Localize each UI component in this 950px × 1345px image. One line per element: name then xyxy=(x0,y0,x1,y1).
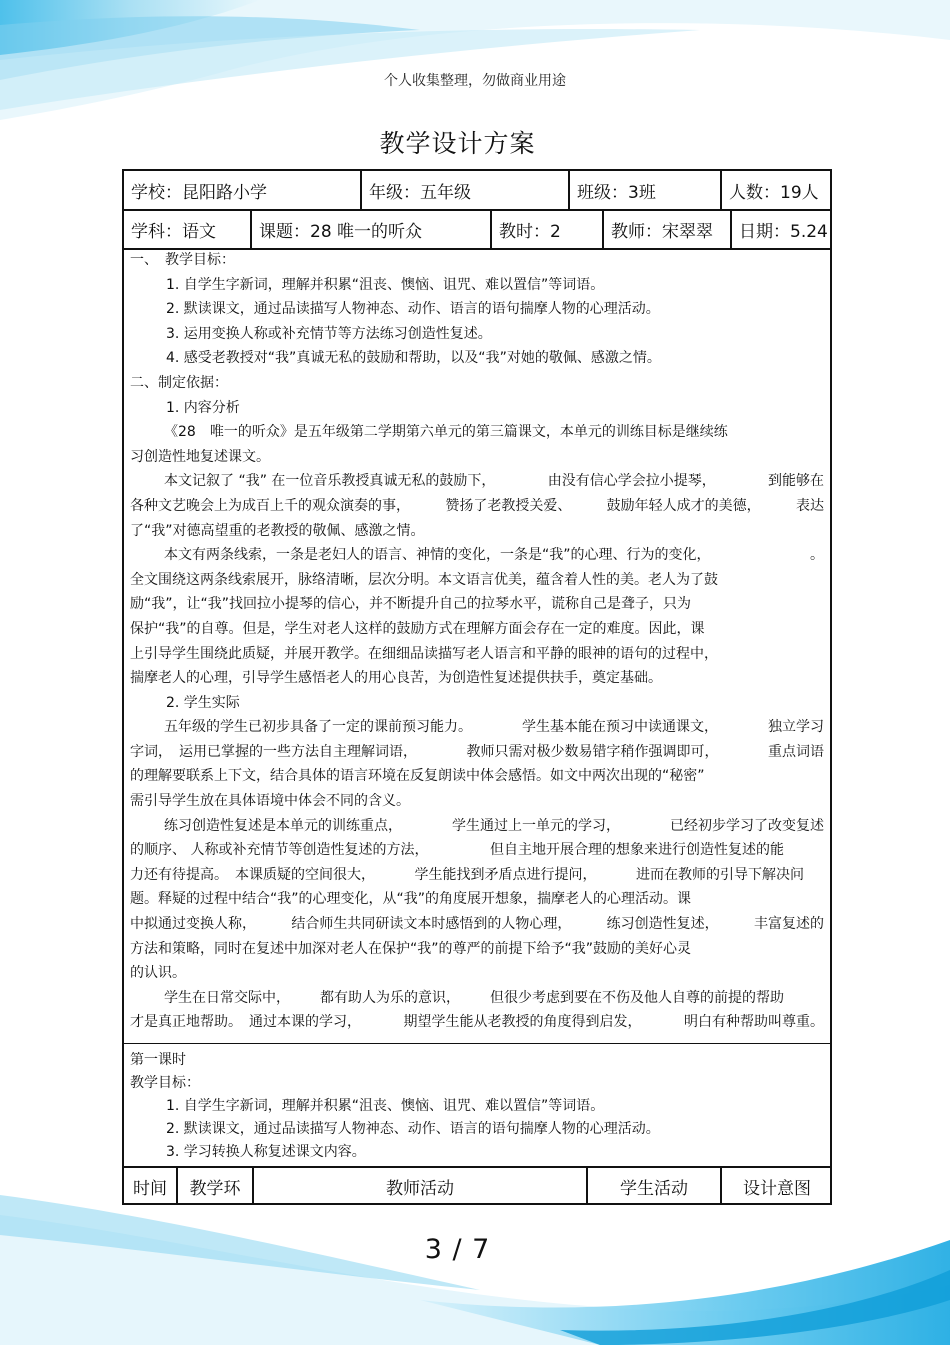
paragraph-line: 需引导学生放在具体语境中体会不同的含义。 xyxy=(130,793,410,810)
text-segment: 本文记叙了 “我” 在一位音乐教授真诚无私的鼓励下， xyxy=(164,473,496,490)
hours-cell: 教时：2 xyxy=(499,222,561,242)
goal-item: 4. 感受老教授对“我”真诚无私的鼓励和帮助，以及“我”对她的敬佩、感激之情。 xyxy=(166,350,661,367)
header-design-intent: 设计意图 xyxy=(743,1179,811,1199)
activity-table-header xyxy=(124,1168,830,1205)
text-segment: 进而在教师的引导下解决问 xyxy=(636,866,804,883)
text-segment: 教师只需对极少数易错字稍作强调即可， xyxy=(466,743,719,760)
date-cell: 日期：5.24 xyxy=(739,222,828,242)
text-segment: 力还有待提高。 本课质疑的空间很大， xyxy=(130,866,375,883)
paragraph-line: 题。释疑的过程中结合“我”的心理变化，从“我”的角度展开想象，揣摩老人的心理活动。课 xyxy=(130,891,692,908)
text-segment: 中拟通过变换人称， xyxy=(130,916,256,933)
info-row-2 xyxy=(124,211,830,248)
lesson-1-section xyxy=(130,1049,824,1164)
text-segment: 本文有两条线索，一条是老妇人的语言、神情的变化，一条是“我”的心理、行为的变化， xyxy=(164,547,711,564)
section-1-heading: 一、 教学目标： xyxy=(130,252,235,268)
text-segment: 才是真正地帮助。 通过本课的学习， xyxy=(130,1014,361,1031)
text-segment: 由没有信心学会拉小提琴， xyxy=(547,473,716,490)
lesson-1-goals-label: 教学目标： xyxy=(130,1075,200,1091)
lesson-1-goal-item: 1. 自学生字新词，理解并积累“沮丧、懊恼、诅咒、难以置信”等词语。 xyxy=(166,1098,605,1114)
paragraph-line: 习创造性地复述课文。 xyxy=(130,448,270,465)
paragraph-line xyxy=(130,543,824,568)
lesson-1-goal-item: 2. 默读课文，通过品读描写人物神态、动作、语言的语句揣摩人物的心理活动。 xyxy=(166,1121,660,1137)
text-segment: 学生通过上一单元的学习， xyxy=(452,817,620,834)
text-segment: 赞扬了老教授关爱、 xyxy=(445,497,572,514)
paragraph-line xyxy=(130,1010,824,1035)
header-student-activity: 学生活动 xyxy=(620,1179,688,1199)
grade-cell: 年级：五年级 xyxy=(369,182,471,203)
paragraph-line: 了“我”对德高望重的老教授的敬佩、感激之情。 xyxy=(130,522,425,539)
paragraph-line xyxy=(130,469,824,494)
lesson-1-heading: 第一课时 xyxy=(130,1052,186,1068)
subsection-heading: 2. 学生实际 xyxy=(166,694,240,711)
teacher-cell: 教师：宋翠翠 xyxy=(611,222,713,242)
page-title: 教学设计方案 xyxy=(379,129,536,158)
lesson-plan-table xyxy=(122,169,832,1205)
text-segment: 但很少考虑到要在不伤及他人自尊的前提的帮助 xyxy=(490,989,784,1006)
paragraph-line: 《28 唯一的听众》是五年级第二学期第六单元的第三篇课文，本单元的训练目标是继续练 xyxy=(164,424,728,441)
count-cell: 人数：19人 xyxy=(729,182,819,203)
paragraph-line: 的认识。 xyxy=(130,965,186,982)
paragraph-line xyxy=(130,912,824,937)
paragraph-line: 揣摩老人的心理，引导学生感悟老人的用心良苦，为创造性复述提供扶手，奠定基础。 xyxy=(130,670,662,687)
paragraph-line: 的理解要联系上下文，结合具体的语言环境在反复朗读中体会感悟。如文中两次出现的“秘密” xyxy=(130,768,705,785)
paragraph-line xyxy=(130,494,824,519)
paragraph-line xyxy=(130,863,824,888)
text-segment: 学生在日常交际中， xyxy=(164,989,290,1006)
header-time: 时间 xyxy=(133,1179,167,1199)
text-segment: 学生能找到矛盾点进行提问， xyxy=(414,866,597,883)
lesson-1-goal-item: 3. 学习转换人称复述课文内容。 xyxy=(166,1144,366,1160)
paragraph-line: 上引导学生围绕此质疑，并展开教学。在细细品读描写老人语言和平静的眼神的语句的过程中， xyxy=(130,645,718,662)
text-segment: 练习创造性复述是本单元的训练重点， xyxy=(164,817,402,834)
page-number: 3 / 7 xyxy=(424,1234,491,1265)
header-stage: 教学环 xyxy=(189,1179,241,1199)
text-segment: 都有助人为乐的意识， xyxy=(320,989,460,1006)
text-segment: 重点词语 xyxy=(768,743,824,760)
plan-body xyxy=(130,248,824,1035)
goal-item: 3. 运用变换人称或补充情节等方法练习创造性复述。 xyxy=(166,325,492,342)
text-segment: 五年级的学生已初步具备了一定的课前预习能力。 xyxy=(164,719,472,736)
text-segment: 丰富复述的 xyxy=(753,916,824,933)
watermark-text: 个人收集整理，勿做商业用途 xyxy=(384,73,566,89)
class-cell: 班级：3班 xyxy=(577,182,656,203)
text-segment: 期望学生能从老教授的角度得到启发， xyxy=(403,1014,642,1031)
header-teacher-activity: 教师活动 xyxy=(386,1179,454,1199)
text-segment: 但自主地开展合理的想象来进行创造性复述的能 xyxy=(490,842,784,859)
paragraph-line xyxy=(130,838,824,863)
text-segment: 练习创造性复述， xyxy=(606,916,719,933)
paragraph-line xyxy=(130,740,824,765)
subsection-heading: 1. 内容分析 xyxy=(166,399,240,416)
text-segment: 表达 xyxy=(795,497,824,514)
text-segment: 学生基本能在预习中读通课文， xyxy=(522,719,718,736)
section-2-heading: 二、制定依据： xyxy=(130,374,228,391)
paragraph-line: 保护“我”的自尊。但是，学生对老人这样的鼓励方式在理解方面会存在一定的难度。因此，课 xyxy=(130,620,705,637)
text-segment: 已经初步学习了改变复述 xyxy=(670,817,824,834)
text-segment: 结合师生共同研读文本时感悟到的人物心理， xyxy=(291,916,572,933)
text-segment: 明白有种帮助叫尊重。 xyxy=(684,1014,824,1031)
goal-item: 2. 默读课文，通过品读描写人物神态、动作、语言的语句揣摩人物的心理活动。 xyxy=(166,301,660,318)
goal-item: 1. 自学生字新词，理解并积累“沮丧、懊恼、诅咒、难以置信”等词语。 xyxy=(166,276,605,293)
info-row-1 xyxy=(124,171,830,209)
paragraph-line xyxy=(130,986,824,1011)
paragraph-line xyxy=(130,814,824,839)
paragraph-line: 励“我”，让“我”找回拉小提琴的信心，并不断提升自己的拉琴水平，谎称自己是聋子，只为 xyxy=(130,596,692,613)
text-segment: 到能够在 xyxy=(768,473,824,490)
paragraph-line xyxy=(130,715,824,740)
paragraph-line: 方法和策略，同时在复述中加深对老人在保护“我”的尊严的前提下给予“我”鼓励的美好心灵 xyxy=(130,940,692,957)
text-segment: 独立学习 xyxy=(768,719,824,736)
text-segment: 的顺序、 人称或补充情节等创造性复述的方法， xyxy=(130,842,429,859)
subject-cell: 学科：语文 xyxy=(131,222,216,242)
text-segment: 。 xyxy=(810,547,824,564)
text-segment: 鼓励年轻人成才的美德， xyxy=(606,497,761,514)
paragraph-line: 全文围绕这两条线索展开，脉络清晰，层次分明。本文语言优美，蕴含着人性的美。老人为了鼓 xyxy=(130,571,718,588)
text-segment: 各种文艺晚会上为成百上千的观众演奏的事， xyxy=(130,497,410,514)
topic-cell: 课题：28 唯一的听众 xyxy=(259,222,423,242)
text-segment: 字词， 运用已掌握的一些方法自主理解词语， xyxy=(130,743,417,760)
school-cell: 学校：昆阳路小学 xyxy=(131,182,267,203)
